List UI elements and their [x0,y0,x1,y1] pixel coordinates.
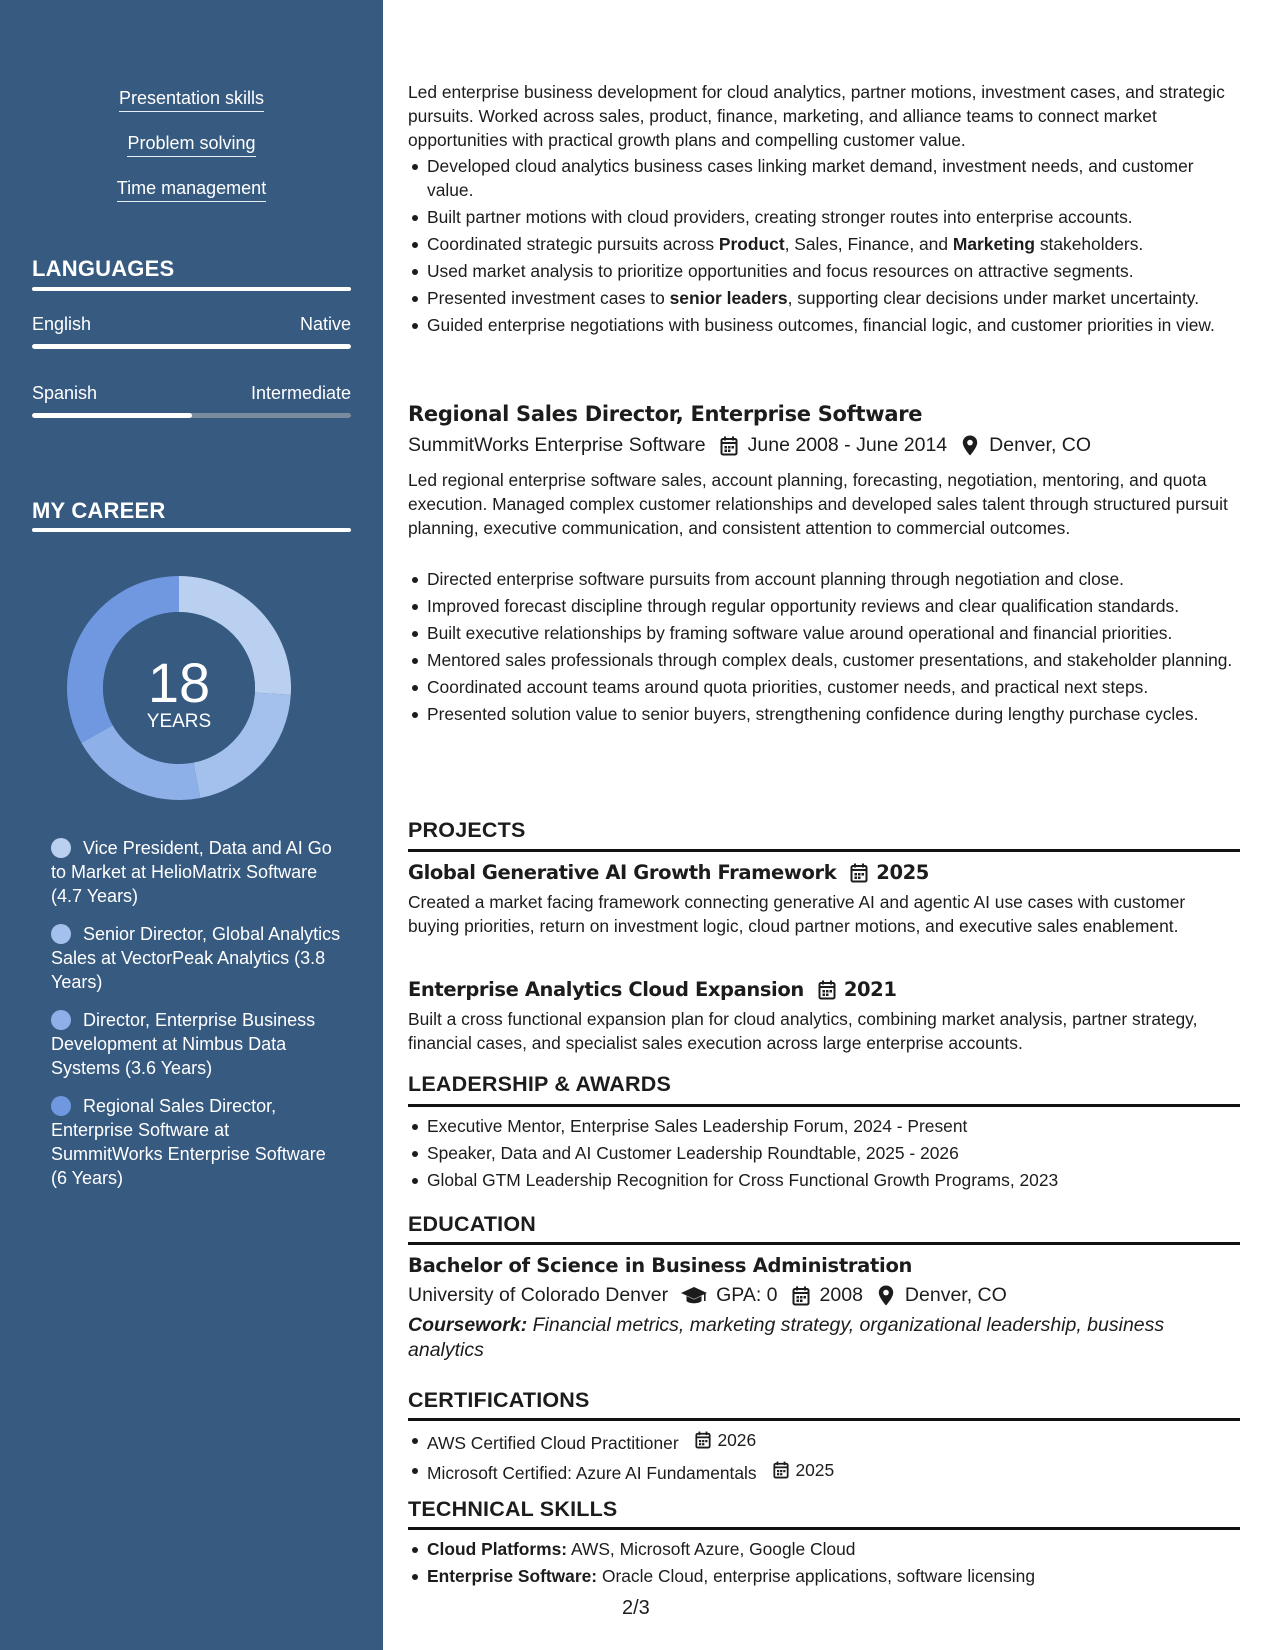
career-dot-icon [51,924,71,944]
calendar-icon [773,1461,791,1479]
job-bullet: Used market analysis to prioritize opportunities and focus resources on attractive segments. [408,259,1240,283]
job-title: Regional Sales Director, Enterprise Software [408,402,923,426]
degree-title: Bachelor of Science in Business Administration [408,1254,913,1277]
projects-divider [408,849,1240,852]
calendar-icon [848,862,870,884]
school-name: University of Colorado Denver [408,1284,669,1306]
language-proficiency-fill [32,344,351,349]
job-bullets [408,567,1240,729]
certification-item: AWS Certified Cloud Practitioner 2026 [408,1428,1240,1455]
certification-item: Microsoft Certified: Azure AI Fundamentals 2025 [408,1458,1240,1485]
certification-year: 2025 [795,1460,835,1480]
languages-heading: LANGUAGES [32,256,175,281]
coursework-text: Financial metrics, marketing strategy, organizational leadership, business analytics [408,1314,1165,1361]
language-row [32,383,351,404]
job-bullet: Mentored sales professionals through complex deals, customer presentations, and stakeholder planning. [408,648,1240,672]
calendar-icon [816,979,838,1001]
language-level: Intermediate [250,383,351,403]
project-title: Enterprise Analytics Cloud Expansion 2021 [408,978,897,1001]
leadership-list [408,1114,1240,1195]
school-location: Denver, CO [904,1284,1007,1306]
coursework-label: Coursework: [408,1314,528,1336]
career-item: Director, Enterprise Business Development at Nimbus Data Systems (3.6 Years) [51,1010,316,1078]
certifications-list [408,1428,1240,1488]
leadership-item: Speaker, Data and AI Customer Leadership Roundtable, 2025 - 2026 [408,1141,1240,1165]
gpa: GPA: 0 [716,1284,778,1306]
job-bullet: Presented investment cases to senior leaders, supporting clear decisions under market uncertainty. [408,286,1240,310]
technical-skills-heading: TECHNICAL SKILLS [408,1497,618,1521]
language-proficiency-fill [32,413,192,418]
job-summary: Led enterprise business development for cloud analytics, partner motions, investment cases, and strategic pursuits. Worked across sales, product, finance, marketing, and alliance teams to connect market opportunities with practical growth plans and compelling customer value. [408,82,1225,150]
job-bullet: Coordinated strategic pursuits across Product, Sales, Finance, and Marketing stakeholders. [408,232,1240,256]
job-bullet: Improved forecast discipline through regular opportunity reviews and clear qualification standards. [408,594,1240,618]
projects-heading: PROJECTS [408,818,526,842]
career-years-label: YEARS [146,711,212,732]
leadership-item: Executive Mentor, Enterprise Sales Leadership Forum, 2024 - Present [408,1114,1240,1138]
language-name: English [32,314,92,334]
language-row [32,314,351,335]
language-proficiency-bar [32,344,351,349]
calendar-icon [718,435,740,457]
job-bullet: Built partner motions with cloud providers, creating stronger routes into enterprise accounts. [408,205,1240,229]
location-pin-icon [875,1285,897,1307]
skill-item: Problem solving [0,133,383,157]
certifications-heading: CERTIFICATIONS [408,1388,590,1412]
career-item: Senior Director, Global Analytics Sales at VectorPeak Analytics (3.8 Years) [51,924,341,992]
education-meta [408,1284,1007,1307]
career-dot-icon [51,1096,71,1116]
project-title: Global Generative AI Growth Framework 2025 [408,861,929,884]
career-item: Vice President, Data and AI Go to Market at HelioMatrix Software (4.7 Years) [51,838,332,906]
coursework [408,1313,1240,1363]
skill-item: Presentation skills [0,88,383,112]
language-name: Spanish [32,383,98,403]
skill-item: Time management [0,178,383,202]
calendar-icon [695,1431,713,1449]
job-location: Denver, CO [989,434,1092,456]
certifications-divider [408,1418,1240,1421]
job-bullet: Built executive relationships by framing software value around operational and financial priorities. [408,621,1240,645]
graduation-year: 2008 [819,1284,863,1306]
job-bullets [408,154,1240,340]
career-item: Regional Sales Director, Enterprise Software at SummitWorks Enterprise Software (6 Years) [51,1096,326,1188]
leadership-heading: LEADERSHIP & AWARDS [408,1072,672,1096]
location-pin-icon [959,435,981,457]
job-meta [408,434,1091,457]
technical-skill-item: Enterprise Software: Oracle Cloud, enterprise applications, software licensing [408,1564,1240,1588]
languages-divider [32,287,351,291]
job-bullet: Directed enterprise software pursuits from account planning through negotiation and close. [408,567,1240,591]
job-bullet: Guided enterprise negotiations with business outcomes, financial logic, and customer priorities in view. [408,313,1240,337]
education-divider [408,1242,1240,1245]
leadership-divider [408,1104,1240,1107]
technical-skills-divider [408,1527,1240,1530]
leadership-item: Global GTM Leadership Recognition for Cross Functional Growth Programs, 2023 [408,1168,1240,1192]
language-proficiency-bar [32,413,351,418]
project-description: Built a cross functional expansion plan for cloud analytics, combining market analysis, partner strategy, financial cases, and specialist sales execution across large enterprise accounts. [408,1009,1198,1053]
career-dot-icon [51,1010,71,1030]
job-bullet: Developed cloud analytics business cases linking market demand, investment needs, and customer value. [408,154,1240,202]
career-years-value: 18 [147,651,211,714]
project-year: 2021 [843,978,897,1001]
education-heading: EDUCATION [408,1212,537,1236]
technical-skills-list [408,1537,1240,1591]
technical-skill-item: Cloud Platforms: AWS, Microsoft Azure, Google Cloud [408,1537,1240,1561]
calendar-icon [790,1285,812,1307]
career-heading: MY CAREER [32,498,166,523]
job-bullet: Presented solution value to senior buyers, strengthening confidence during lengthy purchase cycles. [408,702,1240,726]
graduation-cap-icon [680,1285,708,1307]
job-bullet: Coordinated account teams around quota priorities, customer needs, and practical next steps. [408,675,1240,699]
project-year: 2025 [876,861,929,884]
job-company: SummitWorks Enterprise Software [408,434,706,456]
career-dot-icon [51,838,71,858]
career-divider [32,528,351,532]
job-dates: June 2008 - June 2014 [747,434,948,456]
language-level: Native [299,314,351,334]
sidebar [0,0,383,1650]
certification-year: 2026 [717,1430,757,1450]
project-description: Created a market facing framework connecting generative AI and agentic AI use cases with customer buying priorities, return on investment logic, cloud partner motions, and executive sales enablement. [408,892,1186,936]
page-number: 2/3 [622,1597,650,1619]
job-summary: Led regional enterprise software sales, account planning, forecasting, negotiation, mentoring, and quota execution. Managed complex customer relationships and developed sales talent through structured pursuit planning, executive communication, and consistent attention to commercial outcomes. [408,470,1228,538]
